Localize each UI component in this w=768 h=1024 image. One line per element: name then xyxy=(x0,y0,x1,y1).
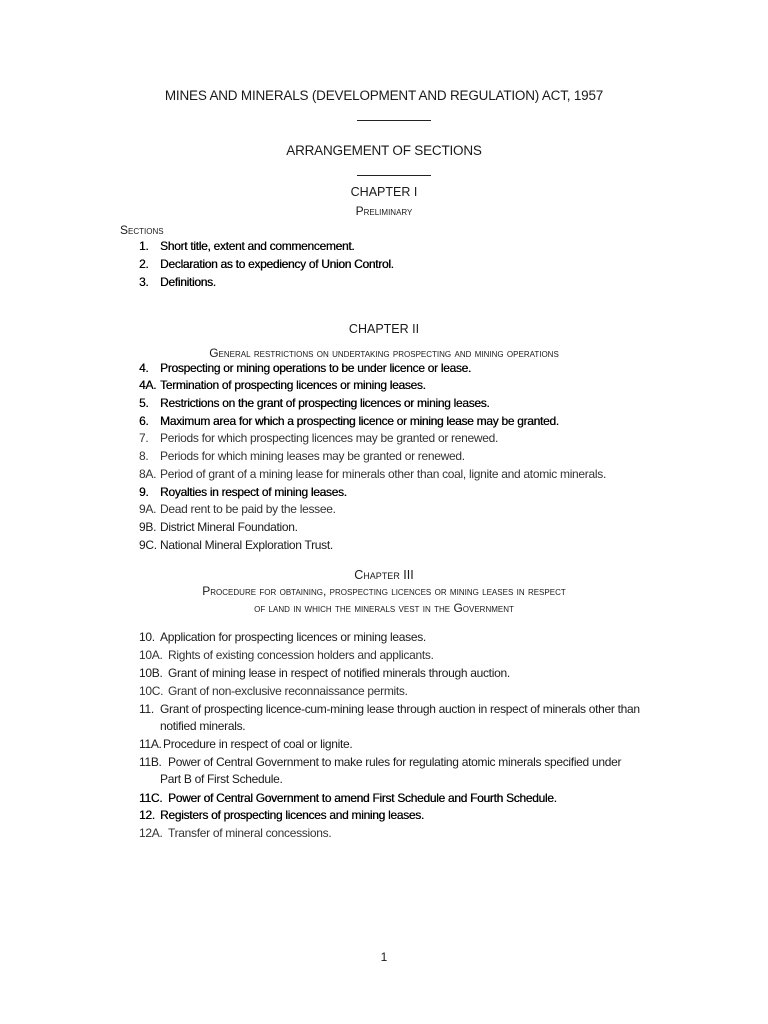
section-title: Dead rent to be paid by the lessee. xyxy=(160,502,336,516)
section-title: Power of Central Government to make rules for regulating atomic minerals specified under xyxy=(168,755,622,769)
section-number: 9B. xyxy=(139,520,157,534)
chapter-3-subheading-line2: of land in which the minerals vest in the Government xyxy=(254,601,514,615)
section-number: 12. xyxy=(139,808,155,822)
chapter-3-subheading-line1: Procedure for obtaining, prospecting licences or mining leases in respect xyxy=(202,584,566,598)
section-number: 12A. xyxy=(139,826,163,840)
section-title: Short title, extent and commencement. xyxy=(160,239,355,253)
section-number: 9C. xyxy=(139,538,157,552)
section-number: 11A. xyxy=(139,737,162,751)
section-number: 10C. xyxy=(139,684,164,698)
section-number: 11C. xyxy=(139,791,163,805)
chapter-3-heading: Chapter III xyxy=(354,568,414,582)
section-title: Registers of prospecting licences and mining leases. xyxy=(160,808,424,822)
title-divider xyxy=(357,120,431,121)
section-number: 4A. xyxy=(139,378,157,392)
page-number: 1 xyxy=(380,950,388,964)
section-number: 3. xyxy=(139,275,149,289)
section-number: 10. xyxy=(139,630,155,644)
section-title: District Mineral Foundation. xyxy=(160,520,298,534)
chapter-1-subheading: Preliminary xyxy=(355,204,413,218)
section-number: 11. xyxy=(139,702,154,716)
section-number: 11B. xyxy=(139,755,162,769)
subtitle-divider xyxy=(357,175,431,176)
section-title: National Mineral Exploration Trust. xyxy=(160,538,333,552)
section-title: Periods for which prospecting licences may be granted or renewed. xyxy=(160,431,499,445)
section-title: Prospecting or mining operations to be under licence or lease. xyxy=(160,361,471,375)
section-number: 2. xyxy=(139,257,149,271)
section-number: 10B. xyxy=(139,666,163,680)
section-number: 4. xyxy=(139,361,149,375)
section-title: Restrictions on the grant of prospecting licences or mining leases. xyxy=(160,396,490,410)
section-title: Grant of prospecting licence-cum-mining lease through auction in respect of minerals other than xyxy=(160,702,640,716)
section-title: Termination of prospecting licences or mining leases. xyxy=(160,378,426,392)
document-title: MINES AND MINERALS (DEVELOPMENT AND REGULATION) ACT, 1957 xyxy=(164,88,604,103)
section-title: Grant of non-exclusive reconnaissance permits. xyxy=(168,684,408,698)
chapter-2-heading: CHAPTER II xyxy=(348,322,420,336)
section-number: 7. xyxy=(139,431,149,445)
section-number: 9. xyxy=(139,485,149,499)
section-title: Periods for which mining leases may be granted or renewed. xyxy=(160,449,465,463)
section-title: Power of Central Government to amend First Schedule and Fourth Schedule. xyxy=(168,791,557,805)
section-number: 8A. xyxy=(139,467,157,481)
section-continuation xyxy=(160,718,245,735)
section-number: 5. xyxy=(139,396,149,410)
section-number: 9A. xyxy=(139,502,157,516)
section-title: Royalties in respect of mining leases. xyxy=(160,485,347,499)
section-title: Period of grant of a mining lease for minerals other than coal, lignite and atomic minerals. xyxy=(160,467,606,481)
section-title-continued: notified minerals. xyxy=(160,719,246,733)
section-continuation xyxy=(160,771,283,788)
section-title: Declaration as to expediency of Union Control. xyxy=(160,257,394,271)
chapter-2-subheading: General restrictions on undertaking prospecting and mining operations xyxy=(209,346,559,360)
section-number: 1. xyxy=(139,239,149,253)
section-title: Maximum area for which a prospecting licence or mining lease may be granted. xyxy=(160,414,559,428)
section-number: 8. xyxy=(139,449,149,463)
section-number: 6. xyxy=(139,414,149,428)
arrangement-heading: ARRANGEMENT OF SECTIONS xyxy=(286,143,482,158)
section-title: Procedure in respect of coal or lignite. xyxy=(163,737,353,751)
chapter-1-heading: CHAPTER I xyxy=(350,185,418,199)
section-number: 10A. xyxy=(139,648,163,662)
sections-label: Sections xyxy=(120,223,164,237)
section-title: Application for prospecting licences or mining leases. xyxy=(160,630,426,644)
section-title: Rights of existing concession holders and applicants. xyxy=(168,648,434,662)
section-title: Grant of mining lease in respect of notified minerals through auction. xyxy=(168,666,510,680)
section-title: Definitions. xyxy=(160,275,216,289)
section-title: Transfer of mineral concessions. xyxy=(168,826,332,840)
section-title-continued: Part B of First Schedule. xyxy=(160,772,283,786)
